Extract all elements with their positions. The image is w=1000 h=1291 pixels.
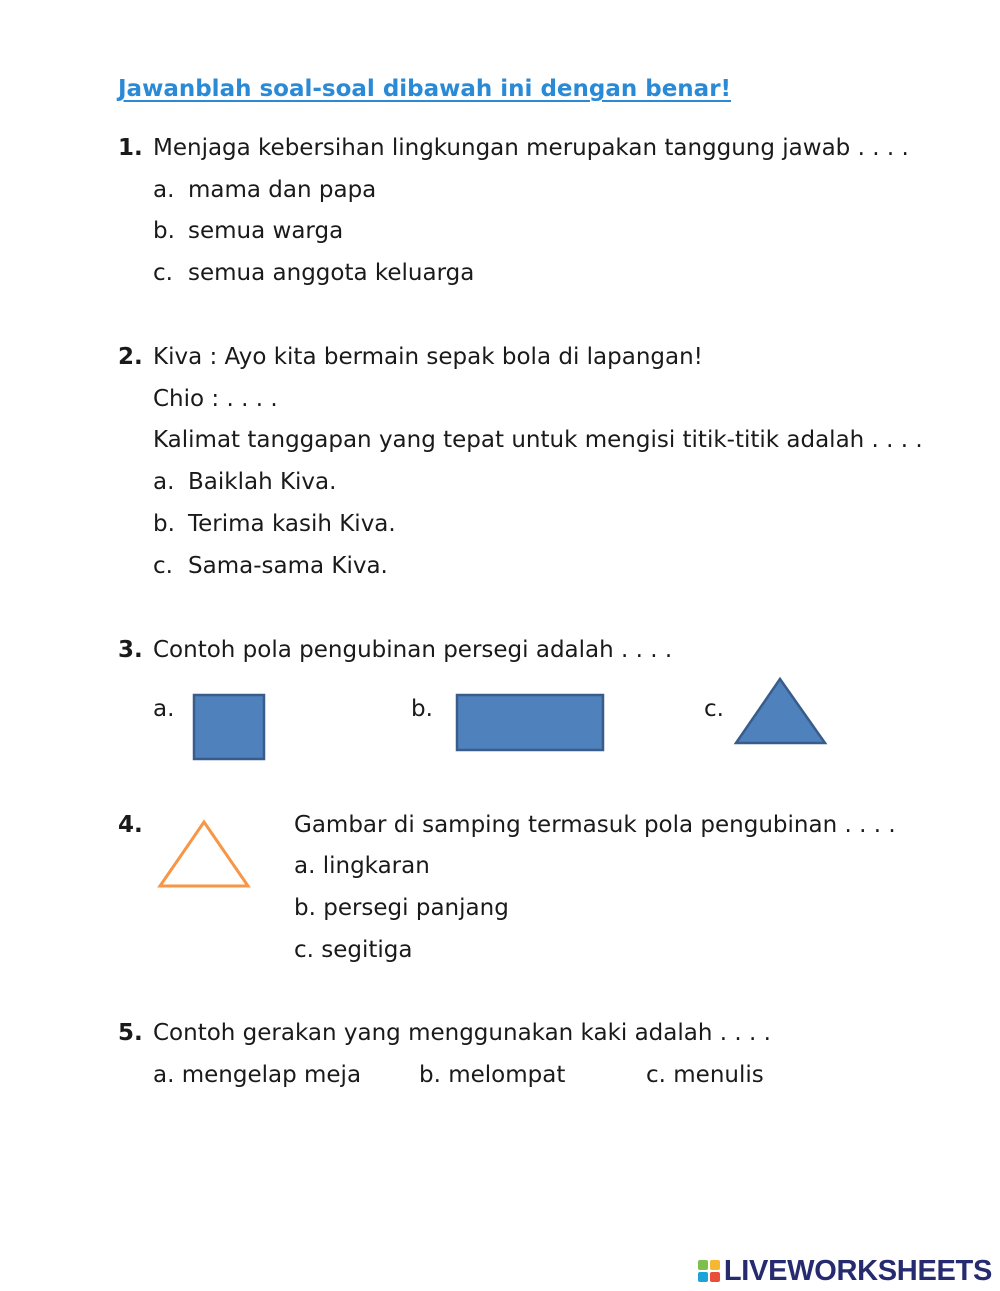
option-b-rectangle-shape[interactable] xyxy=(455,693,607,753)
option-letter: c. xyxy=(153,260,173,286)
question-4-option-b[interactable]: b. persegi panjang xyxy=(294,895,509,921)
question-5-option-b[interactable]: b. melompat xyxy=(419,1062,566,1088)
question-3-option-b-letter[interactable]: b. xyxy=(411,696,433,722)
option-text: semua anggota keluarga xyxy=(188,260,475,286)
question-1-number: 1. xyxy=(118,135,143,161)
option-text: Terima kasih Kiva. xyxy=(188,511,396,537)
option-text: Sama-sama Kiva. xyxy=(188,553,388,579)
question-2-option-a[interactable] xyxy=(153,467,336,497)
question-3-text: Contoh pola pengubinan persegi adalah . . . . xyxy=(153,637,673,663)
question-4-option-c[interactable]: c. segitiga xyxy=(294,937,413,963)
orange-triangle-figure xyxy=(156,818,252,890)
question-1-option-b[interactable] xyxy=(153,216,343,246)
option-text: semua warga xyxy=(188,218,344,244)
option-letter: a. xyxy=(153,469,175,495)
question-1-option-c[interactable] xyxy=(153,258,474,288)
question-2-option-b[interactable] xyxy=(153,509,396,539)
liveworksheets-logo[interactable] xyxy=(698,1252,992,1290)
option-letter: b. xyxy=(153,218,175,244)
option-letter: b. xyxy=(153,511,175,537)
question-5-number: 5. xyxy=(118,1020,143,1046)
question-3-option-a-letter[interactable]: a. xyxy=(153,696,175,722)
question-2-option-c[interactable] xyxy=(153,551,388,581)
option-letter: a. xyxy=(153,177,175,203)
logo-text: LIVEWORKSHEETS xyxy=(723,1254,992,1287)
question-2-number: 2. xyxy=(118,344,143,370)
question-5-option-a[interactable]: a. mengelap meja xyxy=(153,1062,362,1088)
question-5-option-c[interactable]: c. menulis xyxy=(646,1062,764,1088)
option-a-square-shape[interactable] xyxy=(192,693,268,763)
question-4-text: Gambar di samping termasuk pola pengubinan . . . . xyxy=(294,812,896,838)
option-text: Baiklah Kiva. xyxy=(188,469,337,495)
question-1-option-a[interactable] xyxy=(153,175,376,205)
option-text: mama dan papa xyxy=(188,177,377,203)
question-4-option-a[interactable]: a. lingkaran xyxy=(294,853,430,879)
worksheet-instruction: Jawanblah soal-soal dibawah ini dengan benar! xyxy=(118,76,732,102)
question-3-number: 3. xyxy=(118,637,143,663)
question-4-number: 4. xyxy=(118,812,143,838)
option-letter: c. xyxy=(153,553,173,579)
question-2-text: Kalimat tanggapan yang tepat untuk mengisi titik-titik adalah . . . . xyxy=(153,427,923,453)
liveworksheets-logo-icon xyxy=(698,1260,720,1282)
question-5-text: Contoh gerakan yang menggunakan kaki adalah . . . . xyxy=(153,1020,771,1046)
question-3-option-c-letter[interactable]: c. xyxy=(704,696,724,722)
question-2-dialog-line-1: Kiva : Ayo kita bermain sepak bola di lapangan! xyxy=(153,344,703,370)
question-2-dialog-line-2: Chio : . . . . xyxy=(153,386,278,412)
option-c-triangle-shape[interactable] xyxy=(733,676,829,746)
question-1-text: Menjaga kebersihan lingkungan merupakan tanggung jawab . . . . xyxy=(153,135,909,161)
